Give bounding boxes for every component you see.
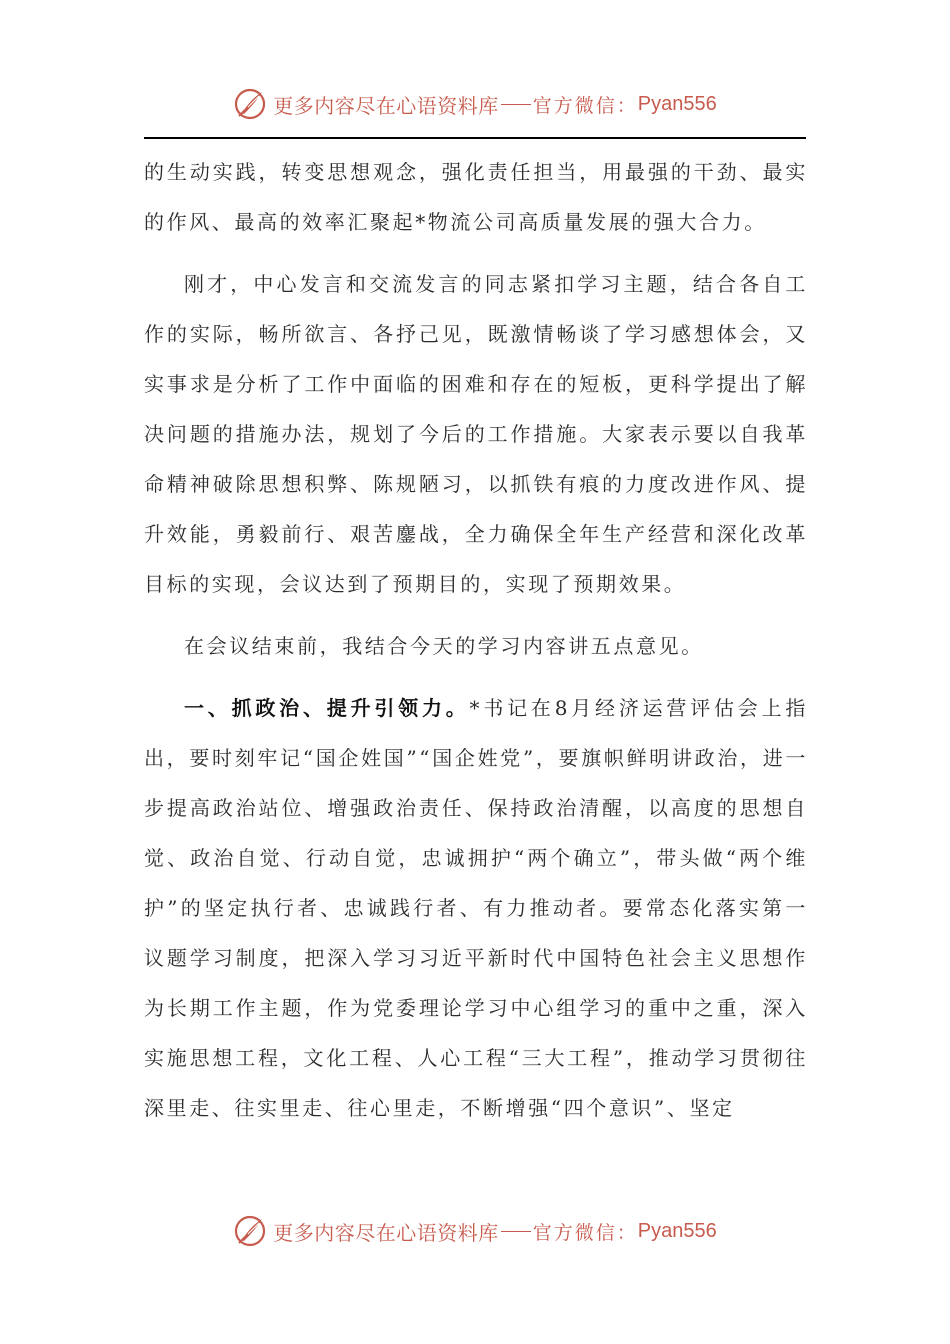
banner-contact-id: Pyan556 xyxy=(637,1219,717,1242)
banner-dash-divider xyxy=(501,104,531,105)
banner-brand-text: 更多内容尽在心语资料库 xyxy=(273,1220,499,1245)
banner-contact-label: 官方微信： xyxy=(532,1221,638,1244)
banner-dash-divider xyxy=(501,1231,531,1232)
paragraph-continuation: 的生动实践，转变思想观念，强化责任担当，用最强的干劲、最实的作风、最高的效率汇聚起*物流公司高质量发展的强大合力。 xyxy=(144,160,808,234)
paragraph-gap xyxy=(144,247,808,259)
quill-pen-logo-icon xyxy=(233,1214,267,1248)
footer-banner xyxy=(0,1211,950,1251)
banner-contact-id: Pyan556 xyxy=(637,92,717,115)
document-body xyxy=(144,147,808,1133)
quill-pen-logo-icon xyxy=(233,87,267,121)
paragraph-point-one xyxy=(144,683,808,1133)
paragraph-gap xyxy=(144,609,808,621)
banner-contact-label: 官方微信： xyxy=(532,94,638,117)
paragraph-intro-points: 在会议结束前，我结合今天的学习内容讲五点意见。 xyxy=(184,634,704,658)
header-banner xyxy=(0,84,950,124)
point-one-text: *书记在8月经济运营评估会上指出，要时刻牢记“国企姓国”“国企姓党”，要旗帜鲜明讲政治，进一步提高政治站位、增强政治责任、保持政治清醒，以高度的思想自觉、政治自觉、行动自觉，忠诚拥护“两个确立”，带头做“两个维护”的坚定执行者、忠诚践行者、有力推动者。要常态化落实第一议题学习制度，把深入学习习近平新时代中国特色社会主义思想作为长期工作主题，作为党委理论学习中心组学习的重中之重，深入实施思想工程，文化工程、人心工程“三大工程”，推动学习贯彻往深里走、往实里走、往心里走，不断增强“四个意识”、坚定 xyxy=(144,696,808,1120)
point-one-heading: 一、抓政治、提升引领力。 xyxy=(184,696,470,720)
banner-brand-text: 更多内容尽在心语资料库 xyxy=(273,93,499,118)
header-rule-divider xyxy=(144,137,806,139)
paragraph-gap xyxy=(144,671,808,683)
paragraph-summary: 刚才，中心发言和交流发言的同志紧扣学习主题，结合各自工作的实际，畅所欲言、各抒己见，既激情畅谈了学习感想体会，又实事求是分析了工作中面临的困难和存在的短板，更科学提出了解决问题的措施办法，规划了今后的工作措施。大家表示要以自我革命精神破除思想积弊、陈规陋习，以抓铁有痕的力度改进作风、提升效能，勇毅前行、艰苦鏖战，全力确保全年生产经营和深化改革目标的实现，会议达到了预期目的，实现了预期效果。 xyxy=(144,272,808,596)
